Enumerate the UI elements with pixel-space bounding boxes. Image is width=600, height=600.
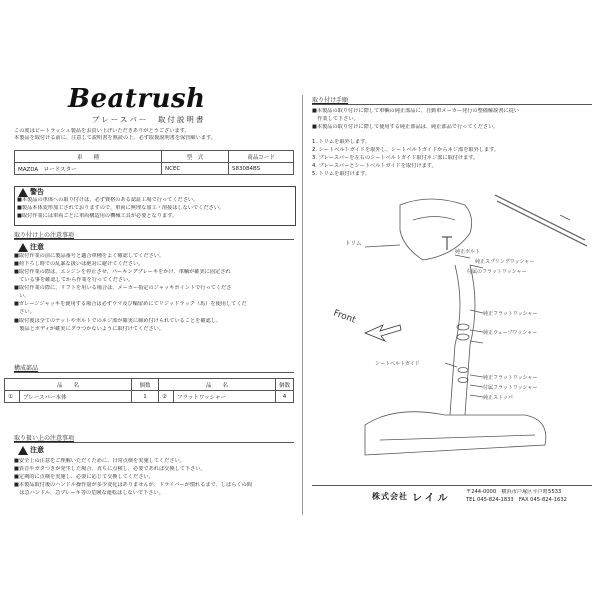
spec-type: NCEC xyxy=(162,163,229,175)
bolt-shape xyxy=(442,237,452,250)
install-caution-label: 注意 xyxy=(30,243,44,251)
label-seatbelt: シートベルトガイド xyxy=(375,361,420,367)
warning-label: 警告 xyxy=(30,188,44,196)
warning-line-1: ■本製品の車体への取り付けは、必ず資格のある認証工場で行ってください。 xyxy=(17,197,199,203)
vehicle-spec-table xyxy=(14,150,294,175)
install-note-3: ■取付作業の際は、エンジンを停止させ、パーキングブレーキをかけ、車輌が確実に固定され xyxy=(14,269,231,275)
part-2-number: ② xyxy=(158,391,173,403)
parts-header-qty-1: 個数 xyxy=(131,379,158,391)
spec-header-type: 型 式 xyxy=(162,151,229,163)
part-2-name: フラットワッシャー xyxy=(173,391,275,403)
caution-triangle-icon xyxy=(18,446,28,455)
parts-header-qty-2: 個数 xyxy=(275,379,293,391)
part-1-number: ① xyxy=(5,391,20,403)
company-name: レイル xyxy=(412,493,451,504)
label-flat-washer-c: 純正フラットワッシャー xyxy=(483,375,538,381)
label-trim: トリム xyxy=(345,241,362,247)
label-flat-washer-d: 付属フラットワッシャー xyxy=(483,385,538,391)
part-2-qty: 4 xyxy=(275,391,293,403)
handling-note-2: ■異音やガタつきが発生した場合、直ちに点検し、必要であれば交換して下さい。 xyxy=(14,466,206,472)
company-prefix: 株式会社 xyxy=(372,492,408,501)
column-divider xyxy=(302,95,303,515)
install-note-1: ■取付作業の前に製品番号と適合車種をよく確認してください。 xyxy=(14,253,165,259)
part-1-name: ブレースバー本体 xyxy=(20,391,132,403)
installation-diagram xyxy=(305,185,595,485)
front-arrow-icon xyxy=(365,325,401,341)
label-flat-washer-a: 付属のフラットワッシャー xyxy=(467,269,527,275)
divider xyxy=(14,442,294,443)
warning-line-3: ■取付作業には車両ごとに車両構造用の機械工具が必要となります。 xyxy=(17,213,178,219)
company-contact: TEL 045-824-1833 FAX 045-824-1632 xyxy=(466,497,567,503)
install-notes-title: 取り付け上の注意事項 xyxy=(14,232,75,239)
warning-triangle-icon xyxy=(18,188,28,197)
spec-header-code: 商品コード xyxy=(229,151,294,163)
parts-table xyxy=(4,378,294,403)
label-bolt: 純正ボルト xyxy=(455,249,481,255)
caution-triangle-icon xyxy=(18,243,28,252)
procedure-note-2: 作業して下さい。 xyxy=(312,116,359,122)
procedure-title: 取り付け手順 xyxy=(312,97,349,104)
divider xyxy=(312,485,592,486)
handling-note-5: は急ハンドル、急ブレーキ等の危険な運転はしないで下さい。 xyxy=(14,490,164,496)
parts-title: 構成部品 xyxy=(14,365,39,372)
label-stopper: 純正ストッパ xyxy=(483,395,513,401)
label-spring-washer: 純正スプリングワッシャー xyxy=(475,259,535,265)
spec-model: MAZDA ロードスター xyxy=(15,163,162,175)
brace-bar-shape xyxy=(495,195,585,240)
install-note-6: い。 xyxy=(14,293,30,299)
part-1-qty: 1 xyxy=(131,391,158,403)
procedure-step-1: 1. トリムを取外します。 xyxy=(312,139,371,145)
handling-note-1: ■安全上の注意をご理解いただくために、日常点検を実施してください。 xyxy=(14,458,185,464)
install-note-9: ■取付後は全てのナットやボルトでのネジ部が確実に締め付けられていることを確認し、 xyxy=(14,318,222,324)
handling-notes-title: 取り扱い上の注意事項 xyxy=(14,435,75,442)
intro-line-1: この度はビートラッシュ製品をお買い上げいただきありがとうございます。 xyxy=(14,128,190,134)
company-address: 〒244-0000 横浜市戸塚区平戸町5533 xyxy=(466,489,562,495)
spec-code: S83084BS xyxy=(229,163,294,175)
install-note-4: ている事を確認してから作業を行ってください。 xyxy=(14,277,134,283)
document-subtitle: ブレースバー 取付説明書 xyxy=(92,115,206,124)
spec-header-model: 車 種 xyxy=(15,151,162,163)
procedure-step-5: 5. トリムを取付けます。 xyxy=(312,171,371,177)
parts-header-name-2: 品 名 xyxy=(158,379,275,391)
label-wave-washer: 純正ウェーブワッシャー xyxy=(483,330,538,336)
procedure-step-3: 3. ブレースバーを左右のシートベルトガイド取付ネジ部に取付けます。 xyxy=(312,155,479,161)
seat-base-shape xyxy=(365,412,546,455)
handling-note-4: ■本製品取付後のハンドル操作量が多少変化はありませんが、ドライバーが慣れるまで、しばらくの間 xyxy=(14,482,252,488)
warning-line-2: ■製品本体変形加工されておりますので、車両に無理な加工・溶接はしないでください。 xyxy=(17,205,225,211)
divider xyxy=(14,239,294,240)
install-note-5: ■取付作業の際に、リフトを用いる場合は、メーカー指定のジャッキポイントで行ってくださ xyxy=(14,285,232,291)
parts-header-name-1: 品 名 xyxy=(5,379,132,391)
divider xyxy=(312,104,592,105)
procedure-step-4: 4. ブレースバーとシートベルトガイドを取付けます。 xyxy=(312,163,437,169)
brand-logo: Beatrush xyxy=(68,84,206,114)
install-note-2: ■荷下ろし時での乱暴な扱いは絶対に避けてください。 xyxy=(14,261,144,267)
install-note-10: 製品とボディが確実にグラつかないように取付けてください。 xyxy=(14,326,165,332)
install-note-8: さい。 xyxy=(14,309,35,315)
procedure-note-3: ■本製品の取り付けに際して使用する純正部品は、純正部品で行ってください。 xyxy=(312,124,499,130)
handling-note-3: ■定期的に点検を実施し、必要に応じて交換してください。 xyxy=(14,474,154,480)
label-front: Front xyxy=(331,308,357,326)
install-note-7: ■ガレージジャッキを使用する場合は必ずウマ及び輪留めにてリジッドラック（馬）を使用してくだ xyxy=(14,301,247,307)
label-flat-washer-b: 純正フラットワッシャー xyxy=(483,311,538,317)
divider xyxy=(14,372,294,373)
handling-caution-label: 注意 xyxy=(30,446,44,454)
procedure-note-1: ■本製品の取り付けに際して車輌の純正部品に、自動車メーカー発行の整備解説書に従い xyxy=(312,108,520,114)
intro-line-2: 本製品を取付ける前に、注意して説明書を熟読の上、必ず取扱説明書を保管願います。 xyxy=(14,135,216,141)
procedure-step-2: 2. シートベルトガイドを取外し、シートベルトガイドからネジ部を取外します。 xyxy=(312,147,500,153)
